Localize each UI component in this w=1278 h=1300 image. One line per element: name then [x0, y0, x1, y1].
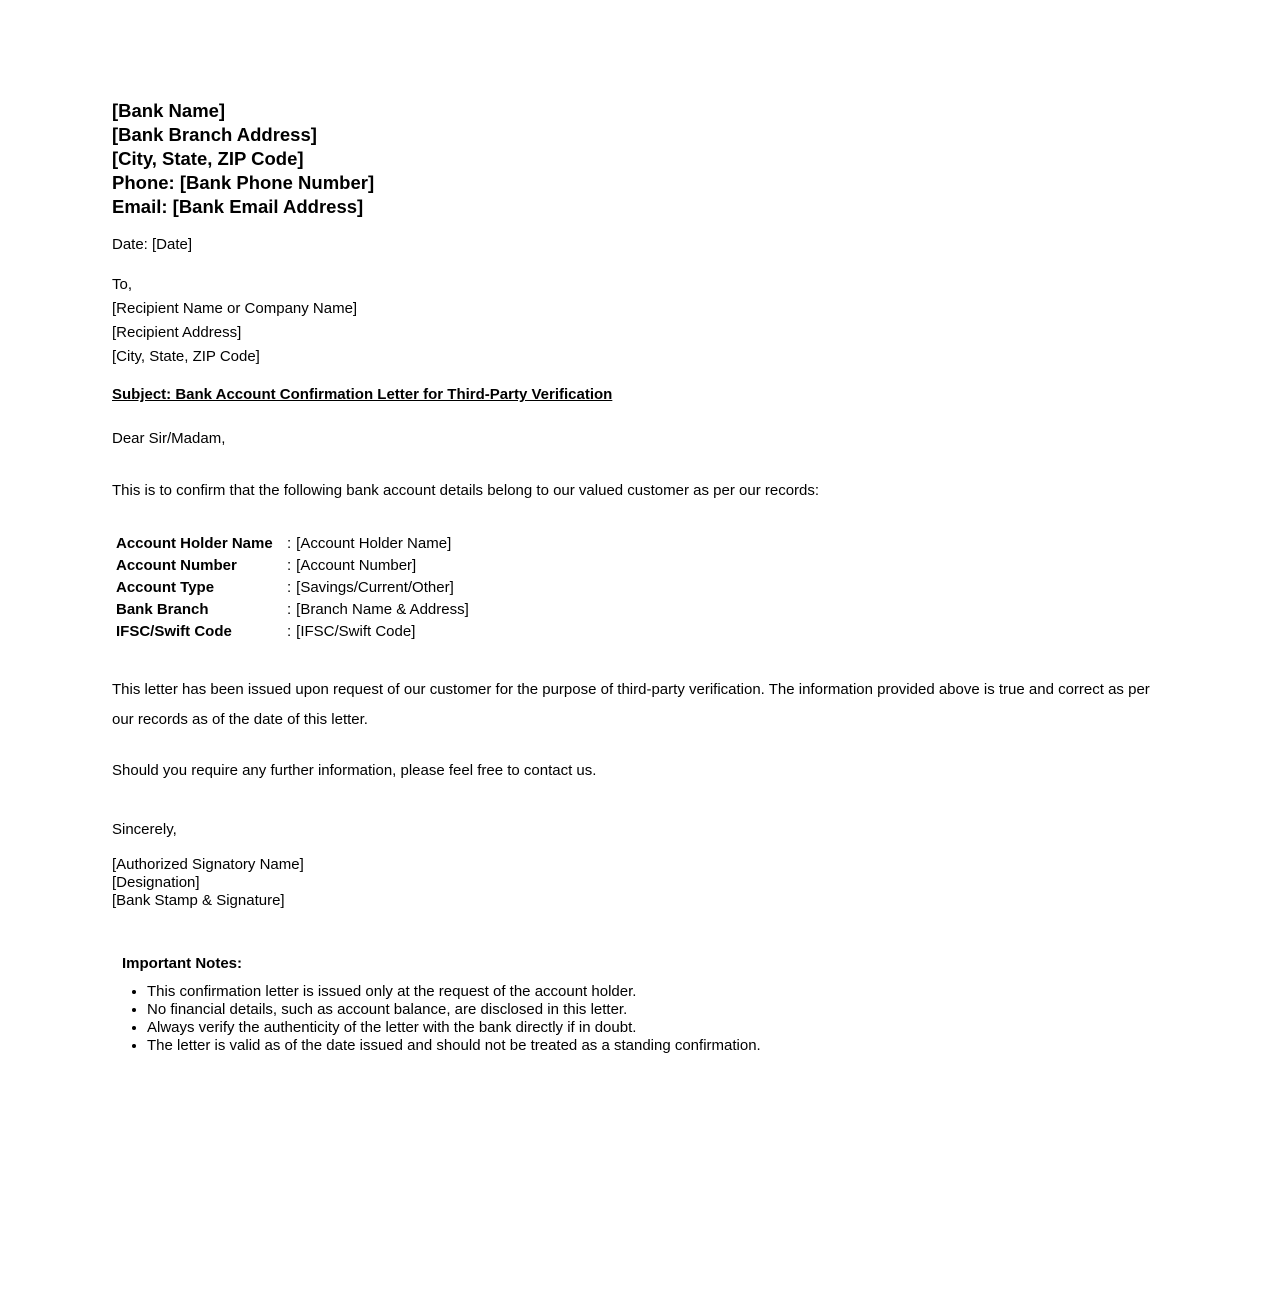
account-separator: :: [287, 535, 292, 552]
bank-header-line: [Bank Name]: [112, 100, 226, 121]
account-label: Account Type: [116, 579, 215, 596]
subject-line: Subject: Bank Account Confirmation Letter for Third-Party Verification: [112, 386, 613, 403]
account-separator: :: [287, 601, 292, 618]
account-value: [Savings/Current/Other]: [296, 579, 454, 596]
account-label: Bank Branch: [116, 601, 209, 618]
account-value: [Account Number]: [296, 557, 417, 574]
bank-header-line: [City, State, ZIP Code]: [112, 148, 304, 169]
account-value: [Account Holder Name]: [296, 535, 452, 552]
recipient-line: [Recipient Address]: [112, 324, 242, 341]
account-row: [116, 555, 1166, 577]
account-details-table: [112, 533, 1166, 643]
signature-block: [112, 856, 1166, 910]
recipient-salutation: To,: [112, 276, 133, 293]
closing: Sincerely,: [112, 821, 177, 838]
date-line: Date: [Date]: [112, 236, 193, 253]
account-row: [116, 621, 1166, 643]
signature-line: [Designation]: [112, 874, 200, 891]
account-separator: :: [287, 623, 292, 640]
bank-header-block: [112, 99, 1166, 219]
account-label: Account Number: [116, 557, 237, 574]
notes-list: [122, 983, 1166, 1055]
account-label: Account Holder Name: [116, 535, 273, 552]
bank-header-line: Phone: [Bank Phone Number]: [112, 172, 375, 193]
note-item: • Always verify the authenticity of the letter with the bank directly if in doubt.: [147, 1019, 1166, 1037]
account-label: IFSC/Swift Code: [116, 623, 232, 640]
note-item: • The letter is valid as of the date issued and should not be treated as a standing confirmation.: [147, 1037, 1166, 1055]
recipient-block: [112, 273, 1166, 369]
account-separator: :: [287, 579, 292, 596]
bank-header-line: [Bank Branch Address]: [112, 124, 317, 145]
bank-header-line: Email: [Bank Email Address]: [112, 196, 364, 217]
intro-paragraph: This is to confirm that the following bank account details belong to our valued customer as per our records:: [112, 482, 820, 499]
contact-paragraph: Should you require any further information, please feel free to contact us.: [112, 762, 597, 779]
signature-line: [Bank Stamp & Signature]: [112, 892, 285, 909]
notes-heading: Important Notes:: [122, 955, 242, 972]
recipient-line: [City, State, ZIP Code]: [112, 348, 260, 365]
account-row: [116, 599, 1166, 621]
account-row: [116, 577, 1166, 599]
account-value: [IFSC/Swift Code]: [296, 623, 416, 640]
greeting: Dear Sir/Madam,: [112, 430, 226, 447]
account-separator: :: [287, 557, 292, 574]
account-row: [116, 533, 1166, 555]
notes-section: [112, 955, 1166, 1055]
note-item: • This confirmation letter is issued only at the request of the account holder.: [147, 983, 1166, 1001]
account-value: [Branch Name & Address]: [296, 601, 469, 618]
signature-line: [Authorized Signatory Name]: [112, 856, 304, 873]
note-item: • No financial details, such as account balance, are disclosed in this letter.: [147, 1001, 1166, 1019]
recipient-line: [Recipient Name or Company Name]: [112, 300, 358, 317]
body-paragraph: This letter has been issued upon request of our customer for the purpose of third-party verification. The information provided above is true and correct as per our records as of the date of this letter.: [112, 681, 1150, 728]
